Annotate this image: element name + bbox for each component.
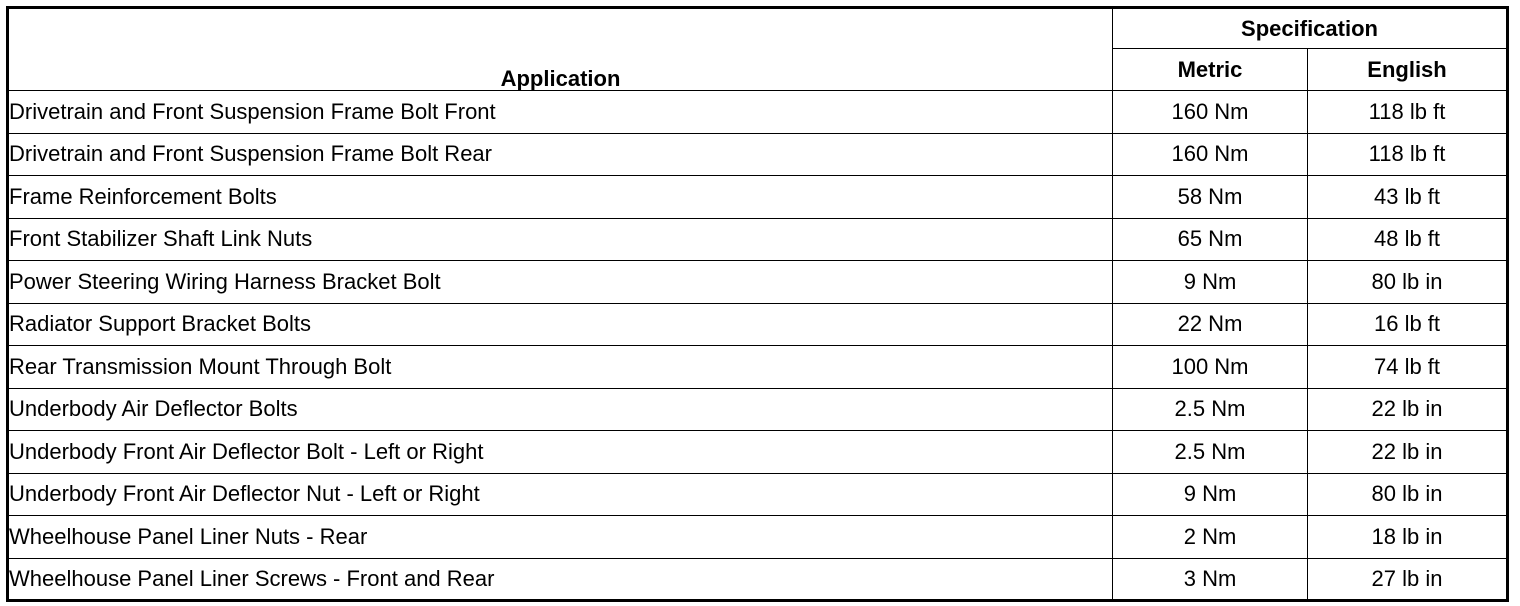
metric-cell: 65 Nm xyxy=(1113,218,1308,261)
table-row xyxy=(8,388,1508,431)
application-cell: Wheelhouse Panel Liner Nuts - Rear xyxy=(8,516,1113,559)
metric-cell: 9 Nm xyxy=(1113,473,1308,516)
english-cell: 22 lb in xyxy=(1308,431,1508,474)
application-cell: Drivetrain and Front Suspension Frame Bolt Front xyxy=(8,91,1113,134)
application-cell: Rear Transmission Mount Through Bolt xyxy=(8,346,1113,389)
english-cell: 27 lb in xyxy=(1308,558,1508,601)
table-row xyxy=(8,218,1508,261)
application-column-header: Application xyxy=(8,8,1113,91)
metric-cell: 3 Nm xyxy=(1113,558,1308,601)
application-cell: Frame Reinforcement Bolts xyxy=(8,176,1113,219)
table-row xyxy=(8,473,1508,516)
table-row xyxy=(8,558,1508,601)
metric-cell: 160 Nm xyxy=(1113,91,1308,134)
application-cell: Drivetrain and Front Suspension Frame Bolt Rear xyxy=(8,133,1113,176)
table-header xyxy=(8,8,1508,91)
table-row xyxy=(8,303,1508,346)
english-cell: 22 lb in xyxy=(1308,388,1508,431)
application-cell: Wheelhouse Panel Liner Screws - Front and Rear xyxy=(8,558,1113,601)
table-body xyxy=(8,91,1508,601)
english-cell: 118 lb ft xyxy=(1308,91,1508,134)
metric-cell: 2.5 Nm xyxy=(1113,431,1308,474)
application-cell: Underbody Front Air Deflector Bolt - Left or Right xyxy=(8,431,1113,474)
table-row xyxy=(8,133,1508,176)
table-row xyxy=(8,91,1508,134)
metric-cell: 2.5 Nm xyxy=(1113,388,1308,431)
english-cell: 74 lb ft xyxy=(1308,346,1508,389)
metric-cell: 22 Nm xyxy=(1113,303,1308,346)
application-cell: Radiator Support Bracket Bolts xyxy=(8,303,1113,346)
english-cell: 18 lb in xyxy=(1308,516,1508,559)
metric-column-header: Metric xyxy=(1113,49,1308,91)
header-row-top xyxy=(8,8,1508,49)
table-row xyxy=(8,516,1508,559)
table-row xyxy=(8,431,1508,474)
application-cell: Underbody Front Air Deflector Nut - Left or Right xyxy=(8,473,1113,516)
table-row xyxy=(8,261,1508,304)
torque-spec-table xyxy=(6,6,1509,602)
english-cell: 16 lb ft xyxy=(1308,303,1508,346)
metric-cell: 100 Nm xyxy=(1113,346,1308,389)
english-cell: 48 lb ft xyxy=(1308,218,1508,261)
application-cell: Front Stabilizer Shaft Link Nuts xyxy=(8,218,1113,261)
application-cell: Underbody Air Deflector Bolts xyxy=(8,388,1113,431)
english-cell: 80 lb in xyxy=(1308,473,1508,516)
table-row xyxy=(8,176,1508,219)
english-cell: 43 lb ft xyxy=(1308,176,1508,219)
metric-cell: 58 Nm xyxy=(1113,176,1308,219)
metric-cell: 160 Nm xyxy=(1113,133,1308,176)
table-row xyxy=(8,346,1508,389)
english-cell: 80 lb in xyxy=(1308,261,1508,304)
specification-group-header: Specification xyxy=(1113,8,1508,49)
metric-cell: 2 Nm xyxy=(1113,516,1308,559)
application-cell: Power Steering Wiring Harness Bracket Bolt xyxy=(8,261,1113,304)
english-cell: 118 lb ft xyxy=(1308,133,1508,176)
english-column-header: English xyxy=(1308,49,1508,91)
metric-cell: 9 Nm xyxy=(1113,261,1308,304)
